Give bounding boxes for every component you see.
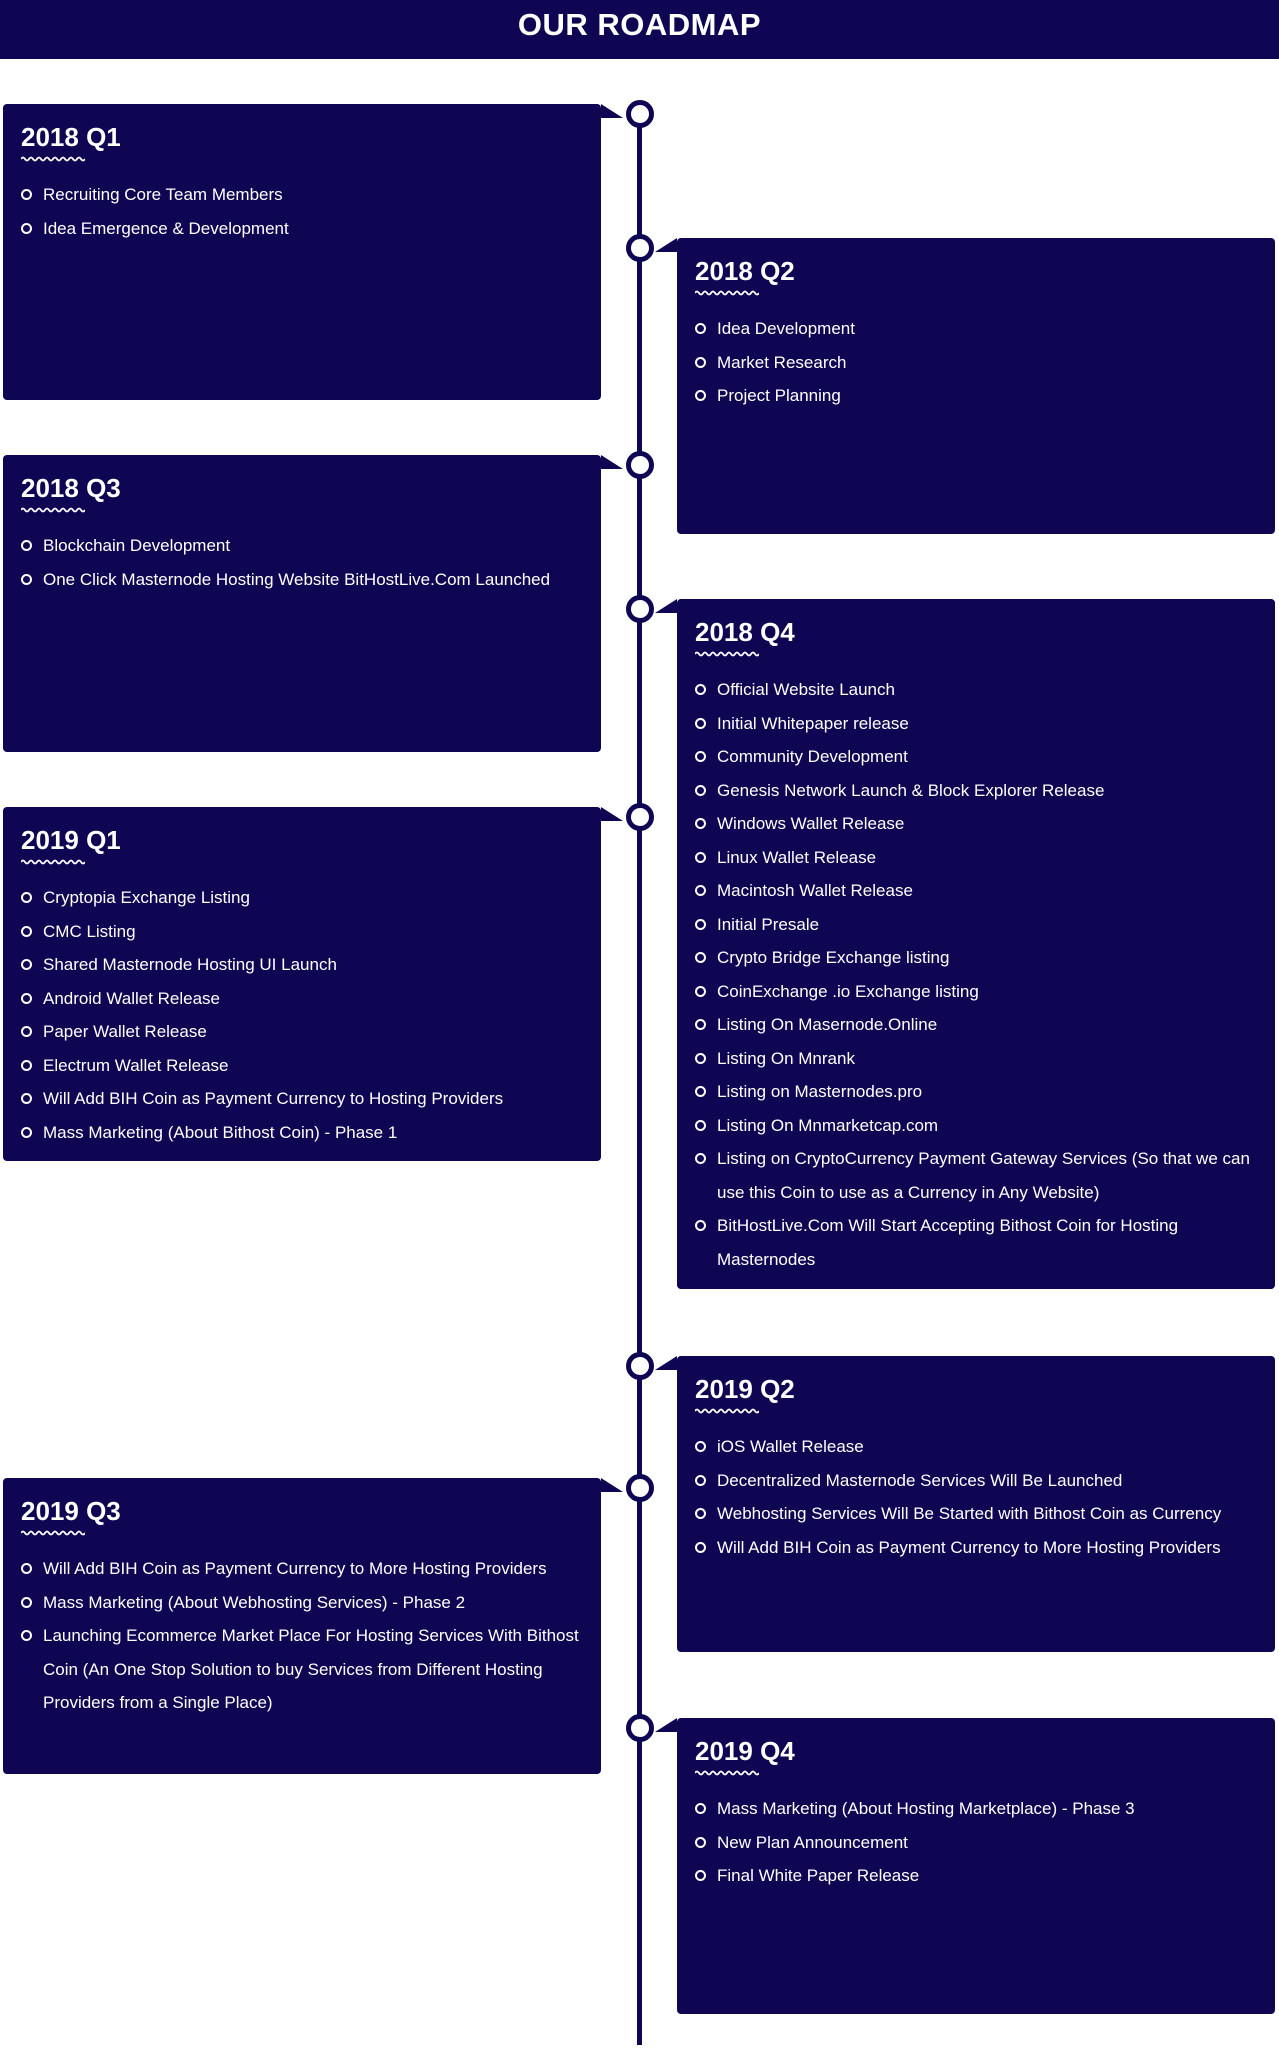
milestone-list bbox=[695, 1430, 1257, 1564]
circle-bullet-icon bbox=[695, 1508, 706, 1519]
squiggle-divider-icon bbox=[21, 156, 85, 162]
milestone-text: Mass Marketing (About Webhosting Services) - Phase 2 bbox=[43, 1592, 466, 1612]
circle-bullet-icon bbox=[21, 1093, 32, 1104]
milestone-item bbox=[21, 212, 583, 246]
milestone-item bbox=[21, 1619, 583, 1720]
milestone-text: CoinExchange .io Exchange listing bbox=[717, 981, 979, 1001]
milestone-text: Decentralized Masternode Services Will Be Launched bbox=[717, 1470, 1123, 1490]
card-pointer bbox=[601, 104, 623, 118]
circle-bullet-icon bbox=[695, 1837, 706, 1848]
quarter-title: 2018 Q1 bbox=[21, 122, 121, 152]
milestone-text: CMC Listing bbox=[43, 921, 136, 941]
milestone-item bbox=[695, 1109, 1257, 1143]
card-pointer bbox=[655, 1356, 677, 1370]
milestone-item bbox=[695, 1008, 1257, 1042]
squiggle-divider-icon bbox=[695, 290, 759, 296]
milestone-item bbox=[695, 908, 1257, 942]
squiggle-divider-icon bbox=[21, 507, 85, 513]
roadmap-card-2018-q1 bbox=[3, 104, 601, 400]
milestone-item bbox=[695, 707, 1257, 741]
milestone-item bbox=[21, 563, 583, 597]
circle-bullet-icon bbox=[21, 189, 32, 200]
quarter-title: 2018 Q4 bbox=[695, 617, 795, 647]
roadmap-card-2018-q2 bbox=[677, 238, 1275, 534]
circle-bullet-icon bbox=[695, 852, 706, 863]
milestone-item bbox=[21, 1116, 583, 1150]
circle-bullet-icon bbox=[695, 1542, 706, 1553]
milestone-item bbox=[695, 874, 1257, 908]
squiggle-divider-icon bbox=[21, 1530, 85, 1536]
milestone-text: Listing on Masternodes.pro bbox=[717, 1082, 923, 1101]
milestone-text: Mass Marketing (About Bithost Coin) - Phase 1 bbox=[43, 1122, 398, 1142]
milestone-item bbox=[695, 1497, 1257, 1531]
milestone-text: Paper Wallet Release bbox=[43, 1022, 207, 1041]
milestone-list bbox=[21, 1552, 583, 1720]
quarter-title: 2019 Q1 bbox=[21, 825, 121, 855]
card-pointer bbox=[655, 599, 677, 613]
circle-bullet-icon bbox=[695, 986, 706, 997]
circle-bullet-icon bbox=[695, 1120, 706, 1131]
milestone-text: Crypto Bridge Exchange listing bbox=[717, 948, 950, 967]
milestone-text: Listing On Mnmarketcap.com bbox=[717, 1115, 939, 1135]
circle-bullet-icon bbox=[695, 1803, 706, 1814]
quarter-title: 2019 Q2 bbox=[695, 1374, 795, 1404]
circle-bullet-icon bbox=[21, 926, 32, 937]
circle-bullet-icon bbox=[695, 785, 706, 796]
milestone-item bbox=[21, 982, 583, 1016]
milestone-text: Launching Ecommerce Market Place For Hosting Services With Bithost Coin (An One Stop Solution to buy Services from Different Hosting Providers from a Single Place) bbox=[43, 1626, 579, 1712]
milestone-item bbox=[695, 1142, 1257, 1209]
quarter-title: 2018 Q2 bbox=[695, 256, 795, 286]
quarter-title: 2018 Q3 bbox=[21, 473, 121, 503]
milestone-item bbox=[695, 1042, 1257, 1076]
circle-bullet-icon bbox=[21, 993, 32, 1004]
milestone-list bbox=[695, 1792, 1257, 1893]
milestone-text: Android Wallet Release bbox=[43, 988, 221, 1008]
circle-bullet-icon bbox=[695, 751, 706, 762]
milestone-text: BitHostLive.Com Will Start Accepting Bithost Coin for Hosting Masternodes bbox=[717, 1216, 1179, 1269]
milestone-text: Cryptopia Exchange Listing bbox=[43, 888, 250, 907]
milestone-item bbox=[695, 1826, 1257, 1860]
milestone-text: Shared Masternode Hosting UI Launch bbox=[43, 955, 337, 974]
milestone-text: Will Add BIH Coin as Payment Currency to More Hosting Providers bbox=[717, 1537, 1221, 1557]
milestone-item bbox=[695, 740, 1257, 774]
quarter-title: 2019 Q4 bbox=[695, 1736, 795, 1766]
milestone-item bbox=[21, 529, 583, 563]
milestone-item bbox=[695, 975, 1257, 1009]
circle-bullet-icon bbox=[21, 1060, 32, 1071]
milestone-item bbox=[21, 915, 583, 949]
milestone-text: Market Research bbox=[717, 352, 847, 372]
page-header bbox=[0, 0, 1279, 59]
milestone-item bbox=[695, 1464, 1257, 1498]
milestone-item bbox=[695, 346, 1257, 380]
milestone-list bbox=[21, 178, 583, 245]
circle-bullet-icon bbox=[21, 1026, 32, 1037]
timeline-node-2018-q4 bbox=[626, 595, 654, 623]
milestone-text: Listing on CryptoCurrency Payment Gateway Services (So that we can use this Coin to use as a Currency in Any Website) bbox=[717, 1149, 1250, 1202]
milestone-item bbox=[21, 1015, 583, 1049]
timeline-node-2018-q2 bbox=[626, 234, 654, 262]
milestone-item bbox=[695, 1792, 1257, 1826]
circle-bullet-icon bbox=[695, 885, 706, 896]
milestone-item bbox=[21, 1586, 583, 1620]
milestone-text: Listing On Masernode.Online bbox=[717, 1015, 938, 1034]
milestone-text: Listing On Mnrank bbox=[717, 1048, 855, 1068]
page-title: OUR ROADMAP bbox=[517, 7, 762, 42]
milestone-item bbox=[695, 379, 1257, 413]
circle-bullet-icon bbox=[21, 959, 32, 970]
quarter-title: 2019 Q3 bbox=[21, 1496, 121, 1526]
milestone-list bbox=[21, 881, 583, 1149]
milestone-item bbox=[695, 941, 1257, 975]
timeline-node-2019-q2 bbox=[626, 1352, 654, 1380]
milestone-text: Blockchain Development bbox=[43, 536, 231, 555]
milestone-item bbox=[21, 1082, 583, 1116]
circle-bullet-icon bbox=[695, 390, 706, 401]
circle-bullet-icon bbox=[21, 1597, 32, 1608]
circle-bullet-icon bbox=[695, 1220, 706, 1231]
card-pointer bbox=[655, 1718, 677, 1732]
milestone-list bbox=[21, 529, 583, 596]
milestone-text: iOS Wallet Release bbox=[717, 1437, 864, 1456]
milestone-text: Project Planning bbox=[717, 386, 841, 405]
card-pointer bbox=[655, 238, 677, 252]
circle-bullet-icon bbox=[695, 1019, 706, 1030]
card-pointer bbox=[601, 1478, 623, 1492]
timeline-node-2018-q3 bbox=[626, 451, 654, 479]
roadmap-card-2019-q1 bbox=[3, 807, 601, 1161]
milestone-text: New Plan Announcement bbox=[717, 1832, 908, 1852]
timeline-node-2019-q1 bbox=[626, 803, 654, 831]
milestone-item bbox=[695, 1075, 1257, 1109]
card-pointer bbox=[601, 807, 623, 821]
milestone-text: Community Development bbox=[717, 747, 908, 766]
timeline-node-2019-q4 bbox=[626, 1714, 654, 1742]
milestone-text: Webhosting Services Will Be Started with Bithost Coin as Currency bbox=[717, 1504, 1222, 1523]
milestone-text: Recruiting Core Team Members bbox=[43, 185, 283, 204]
milestone-item bbox=[695, 673, 1257, 707]
circle-bullet-icon bbox=[695, 919, 706, 930]
timeline-node-2018-q1 bbox=[626, 100, 654, 128]
squiggle-divider-icon bbox=[695, 651, 759, 657]
roadmap-card-2019-q3 bbox=[3, 1478, 601, 1774]
milestone-item bbox=[21, 178, 583, 212]
milestone-text: Initial Whitepaper release bbox=[717, 713, 909, 733]
milestone-item bbox=[21, 1552, 583, 1586]
milestone-item bbox=[695, 774, 1257, 808]
circle-bullet-icon bbox=[695, 952, 706, 963]
milestone-text: Macintosh Wallet Release bbox=[717, 881, 913, 900]
milestone-item bbox=[695, 807, 1257, 841]
circle-bullet-icon bbox=[695, 1053, 706, 1064]
squiggle-divider-icon bbox=[695, 1408, 759, 1414]
milestone-text: One Click Masternode Hosting Website BitHostLive.Com Launched bbox=[43, 569, 551, 589]
squiggle-divider-icon bbox=[695, 1770, 759, 1776]
timeline-node-2019-q3 bbox=[626, 1474, 654, 1502]
milestone-text: Final White Paper Release bbox=[717, 1866, 920, 1885]
milestone-item bbox=[695, 312, 1257, 346]
milestone-text: Idea Development bbox=[717, 319, 855, 338]
milestone-text: Will Add BIH Coin as Payment Currency to Hosting Providers bbox=[43, 1089, 504, 1108]
circle-bullet-icon bbox=[21, 1127, 32, 1138]
milestone-text: Idea Emergence & Development bbox=[43, 218, 289, 238]
circle-bullet-icon bbox=[695, 357, 706, 368]
circle-bullet-icon bbox=[21, 540, 32, 551]
milestone-item bbox=[695, 1430, 1257, 1464]
roadmap-card-2019-q4 bbox=[677, 1718, 1275, 2014]
roadmap-card-2019-q2 bbox=[677, 1356, 1275, 1652]
milestone-text: Linux Wallet Release bbox=[717, 847, 877, 867]
circle-bullet-icon bbox=[21, 223, 32, 234]
milestone-text: Mass Marketing (About Hosting Marketplace) - Phase 3 bbox=[717, 1799, 1135, 1818]
roadmap-card-2018-q3 bbox=[3, 455, 601, 752]
milestone-list bbox=[695, 673, 1257, 1276]
milestone-item bbox=[21, 881, 583, 915]
milestone-item bbox=[695, 1209, 1257, 1276]
circle-bullet-icon bbox=[695, 718, 706, 729]
circle-bullet-icon bbox=[695, 1870, 706, 1881]
roadmap-card-2018-q4 bbox=[677, 599, 1275, 1289]
card-pointer bbox=[601, 455, 623, 469]
milestone-text: Will Add BIH Coin as Payment Currency to More Hosting Providers bbox=[43, 1559, 547, 1578]
milestone-item bbox=[21, 948, 583, 982]
circle-bullet-icon bbox=[695, 1086, 706, 1097]
circle-bullet-icon bbox=[695, 323, 706, 334]
milestone-text: Windows Wallet Release bbox=[717, 814, 905, 833]
milestone-text: Official Website Launch bbox=[717, 680, 895, 699]
milestone-item bbox=[695, 1531, 1257, 1565]
milestone-item bbox=[695, 1859, 1257, 1893]
milestone-text: Electrum Wallet Release bbox=[43, 1055, 229, 1075]
timeline-line bbox=[637, 110, 642, 2045]
milestone-list bbox=[695, 312, 1257, 413]
circle-bullet-icon bbox=[695, 1153, 706, 1164]
circle-bullet-icon bbox=[21, 574, 32, 585]
circle-bullet-icon bbox=[695, 1441, 706, 1452]
milestone-text: Initial Presale bbox=[717, 914, 820, 934]
milestone-text: Genesis Network Launch & Block Explorer Release bbox=[717, 780, 1105, 800]
circle-bullet-icon bbox=[695, 1475, 706, 1486]
circle-bullet-icon bbox=[695, 684, 706, 695]
milestone-item bbox=[695, 841, 1257, 875]
circle-bullet-icon bbox=[21, 892, 32, 903]
circle-bullet-icon bbox=[21, 1563, 32, 1574]
circle-bullet-icon bbox=[695, 818, 706, 829]
squiggle-divider-icon bbox=[21, 859, 85, 865]
circle-bullet-icon bbox=[21, 1630, 32, 1641]
milestone-item bbox=[21, 1049, 583, 1083]
